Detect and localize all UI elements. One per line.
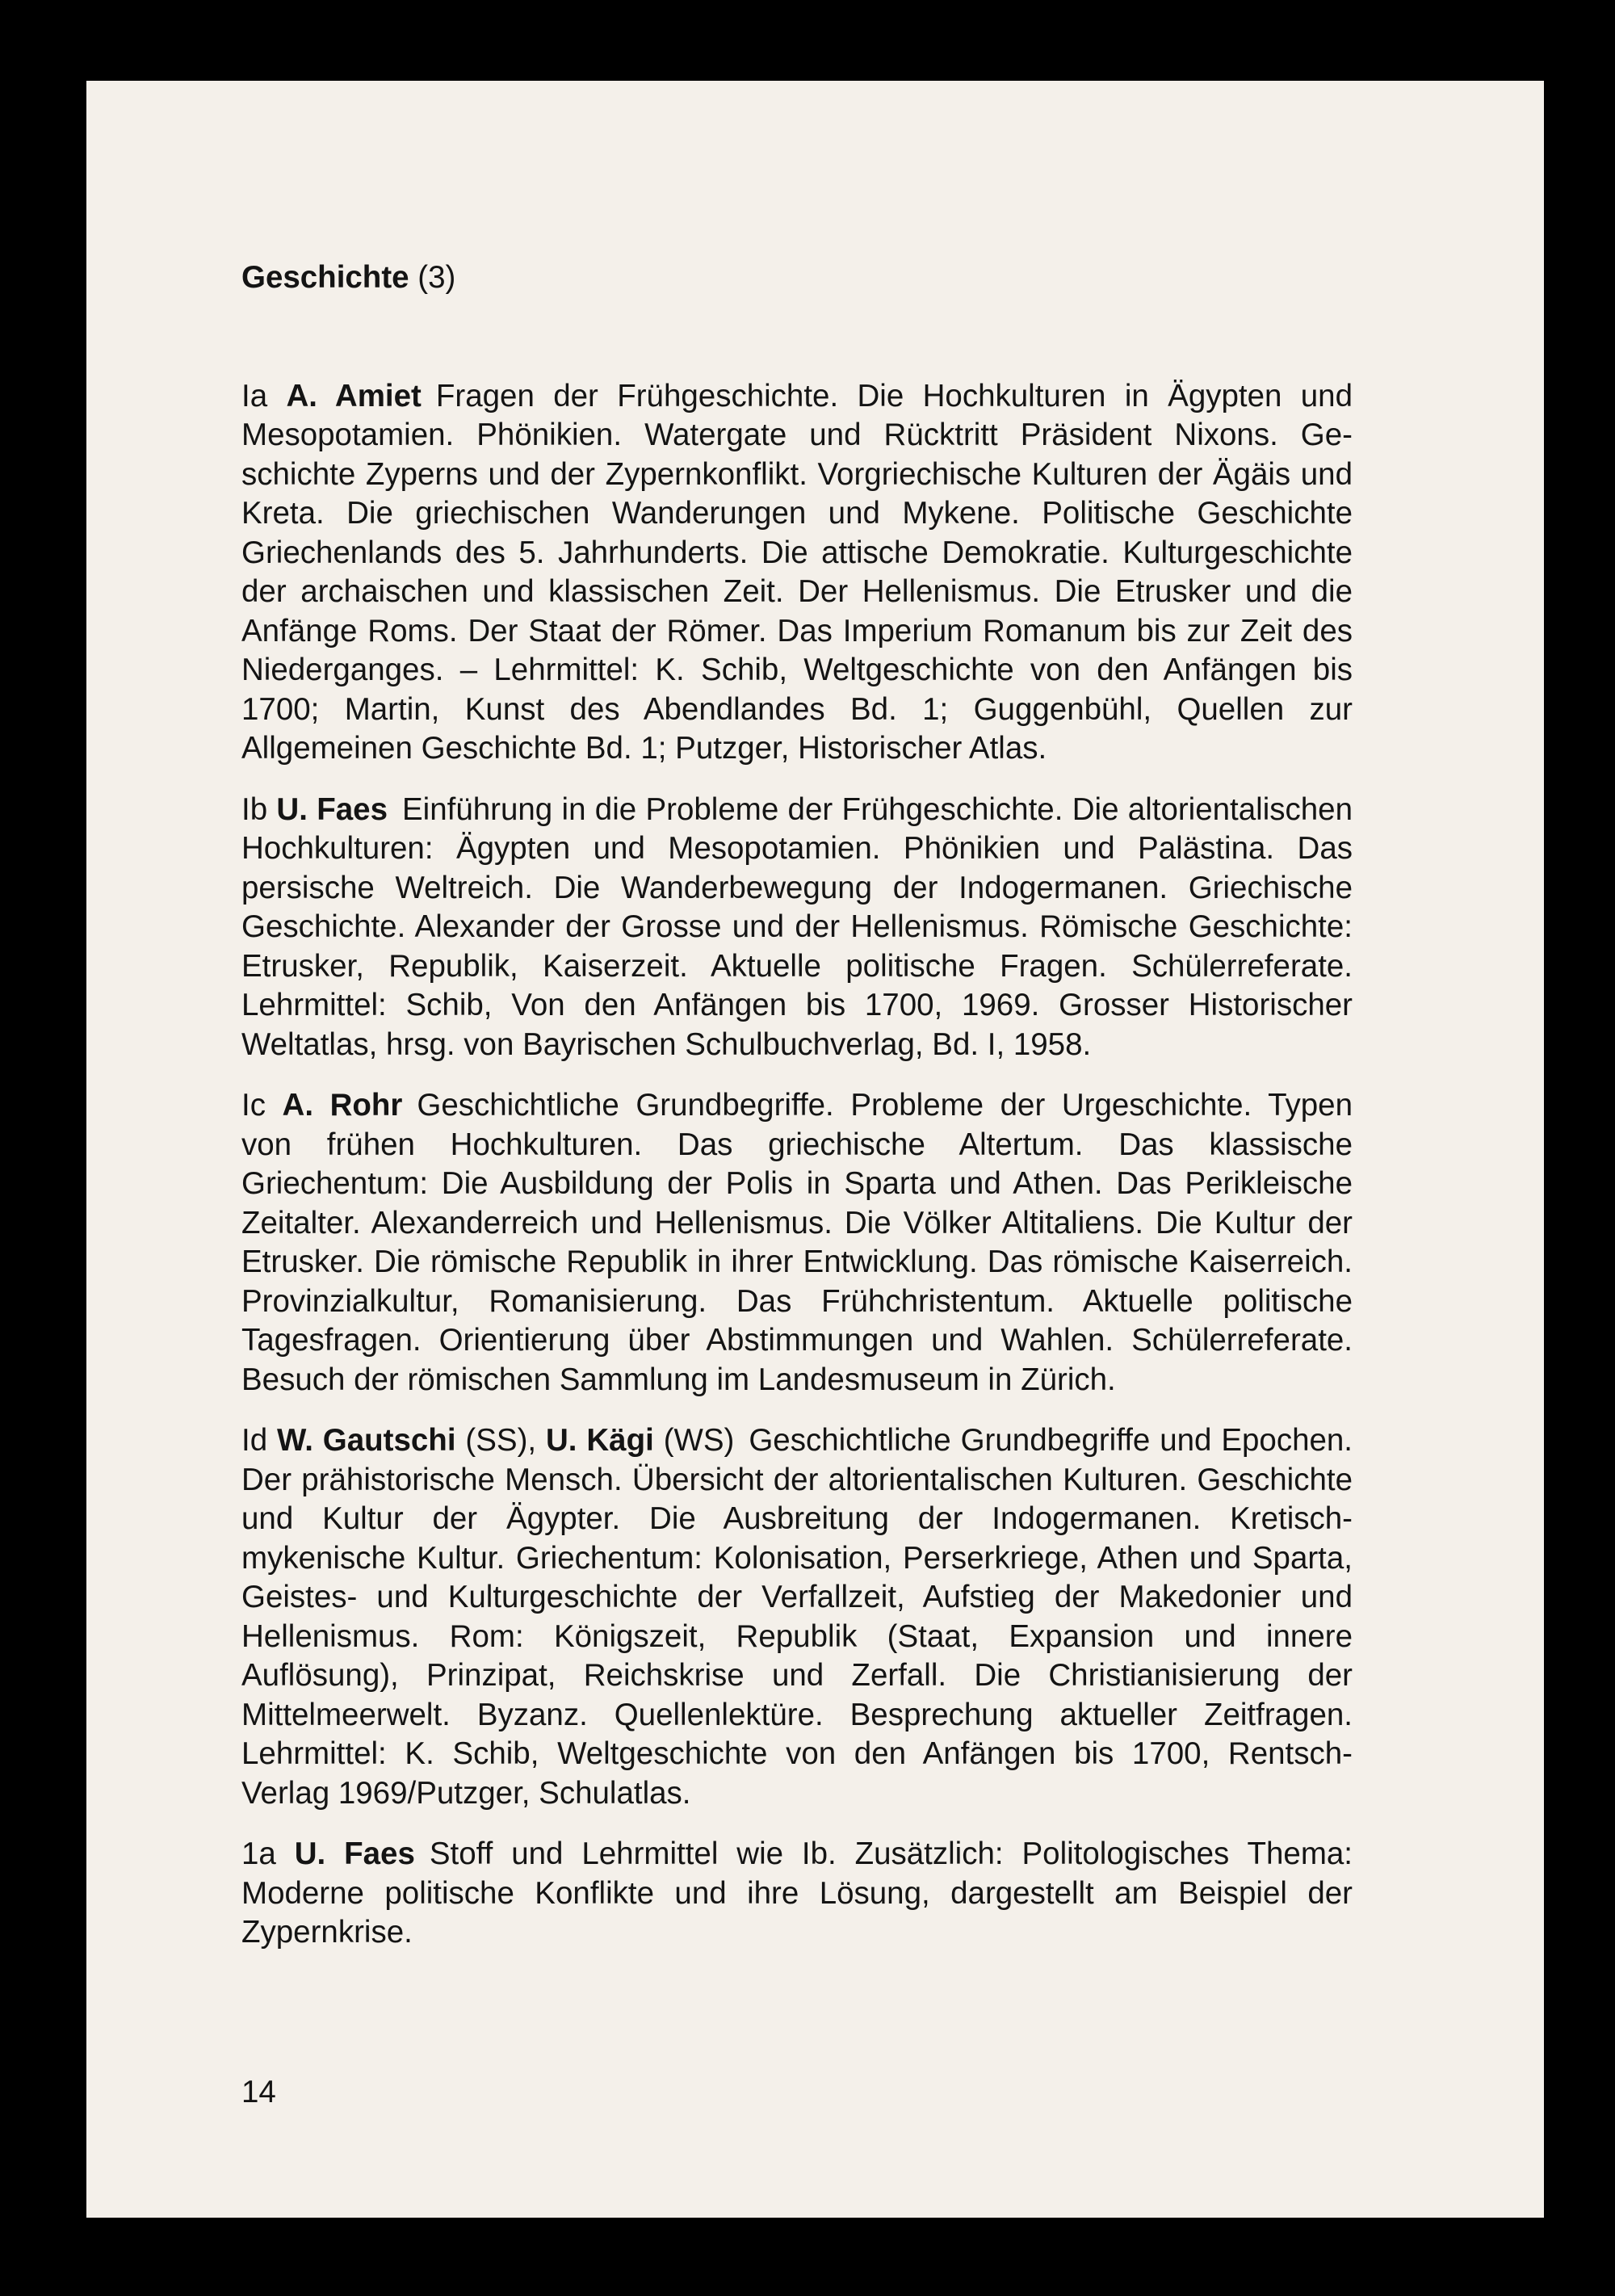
teacher-name: U. Faes: [294, 1836, 415, 1871]
course-entries: [241, 377, 1353, 1953]
heading-title: Geschichte: [241, 260, 409, 295]
class-label: Ib: [241, 791, 277, 827]
course-entry-1a: [241, 1835, 1353, 1953]
teacher-name: W. Gautschi: [277, 1423, 456, 1458]
teacher-name: A. Amiet: [286, 378, 422, 413]
course-description: Geschichtliche Grundbegriffe und Epochen. Der prähistorische Mensch. Übersicht der altorientalischen Kulturen. Geschichte und Kultur der Ägypter. Die Ausbreitung der Indogermanen. Kretisch-mykenische Kultur. Griechentum: Kolonisation, Perserkriege, Athen und Sparta, Geistes- und Kulturgeschichte der Verfallzeit, Aufstieg der Makedonier und Hellenismus. Rom: Königszeit, Republik (Staat, Expansion und innere Auflösung), Prinzipat, Reichskrise und Zerfall. Die Christianisierung der Mittelmeerwelt. Byzanz. Quellenlektüre. Besprechung aktueller Zeitfragen. Lehrmittel: K. Schib, Weltgeschichte von den Anfängen bis 1700, Rentsch-Verlag 1969/Putzger, Schulatlas.: [241, 1423, 1353, 1811]
course-description: Geschichtliche Grundbegriffe. Probleme der Urgeschichte. Typen von frühen Hochkulturen. Das griechische Altertum. Das klassische Griechentum: Die Ausbildung der Polis in Sparta und Athen. Das Perikleische Zeitalter. Alexanderreich und Hellenismus. Die Völker Altitaliens. Die Kultur der Etrusker. Die römische Republik in ihrer Entwicklung. Das römische Kaiserreich. Provinzialkultur, Romanisierung. Das Frühchristentum. Aktuelle politische Tagesfragen. Orientierung über Abstimmungen und Wahlen. Schülerreferate. Besuch der römischen Sammlung im Landesmuseum in Zürich.: [241, 1088, 1353, 1397]
course-description: Fragen der Frühgeschichte. Die Hochkulturen in Ägypten und Mesopotamien. Phönikien. Watergate und Rücktritt Präsident Nixons. Geschichte Zyperns und der Zypernkonflikt. Vorgriechische Kulturen der Ägäis und Kreta. Die griechischen Wanderungen und Mykene. Politische Geschichte Griechenlands des 5. Jahrhunderts. Die attische Demokratie. Kulturgeschichte der archaischen und klassischen Zeit. Der Hellenismus. Die Etrusker und die Anfänge Roms. Der Staat der Römer. Das Imperium Romanum bis zur Zeit des Niederganges. – Lehrmittel: K. Schib, Weltgeschichte von den Anfängen bis 1700; Martin, Kunst des Abendlandes Bd. 1; Guggenbühl, Quellen zur Allgemeinen Geschichte Bd. 1; Putzger, Historischer Atlas.: [241, 378, 1353, 766]
page-content: [241, 258, 1353, 1975]
teacher-semester-note: (SS),: [455, 1423, 546, 1458]
page-number: 14: [241, 2075, 276, 2109]
document-page: [86, 81, 1544, 2218]
heading-number: (3): [417, 260, 456, 295]
course-description: Einführung in die Probleme der Frühgeschichte. Die altorientalischen Hochkulturen: Ägypten und Mesopotamien. Phönikien und Palästina. Das persische Weltreich. Die Wanderbewegung der Indogermanen. Griechische Geschichte. Alexander der Grosse und der Hellenismus. Römische Geschichte: Etrusker, Republik, Kaiserzeit. Aktuelle politische Fragen. Schülerreferate. Lehrmittel: Schib, Von den Anfängen bis 1700, 1969. Grosser Historischer Weltatlas, hrsg. von Bayrischen Schulbuchverlag, Bd. I, 1958.: [241, 791, 1353, 1062]
teacher-name: U. Faes: [276, 791, 388, 827]
course-entry-ic: [241, 1086, 1353, 1400]
second-teacher-name: U. Kägi: [546, 1423, 654, 1458]
class-label: Ia: [241, 378, 287, 413]
course-entry-id: [241, 1421, 1353, 1813]
section-heading: [241, 258, 1353, 298]
class-label: 1a: [241, 1836, 295, 1871]
course-entry-ia: [241, 377, 1353, 769]
course-entry-ib: [241, 791, 1353, 1065]
class-label: Id: [241, 1423, 277, 1458]
course-description: Stoff und Lehrmittel wie Ib. Zusätzlich: Politologisches Thema: Moderne politische Konflikte und ihre Lösung, dargestellt am Beispiel der Zypernkrise.: [241, 1836, 1353, 1950]
second-teacher-semester-note: (WS): [653, 1423, 735, 1458]
teacher-name: A. Rohr: [282, 1088, 403, 1123]
class-label: Ic: [241, 1088, 283, 1123]
